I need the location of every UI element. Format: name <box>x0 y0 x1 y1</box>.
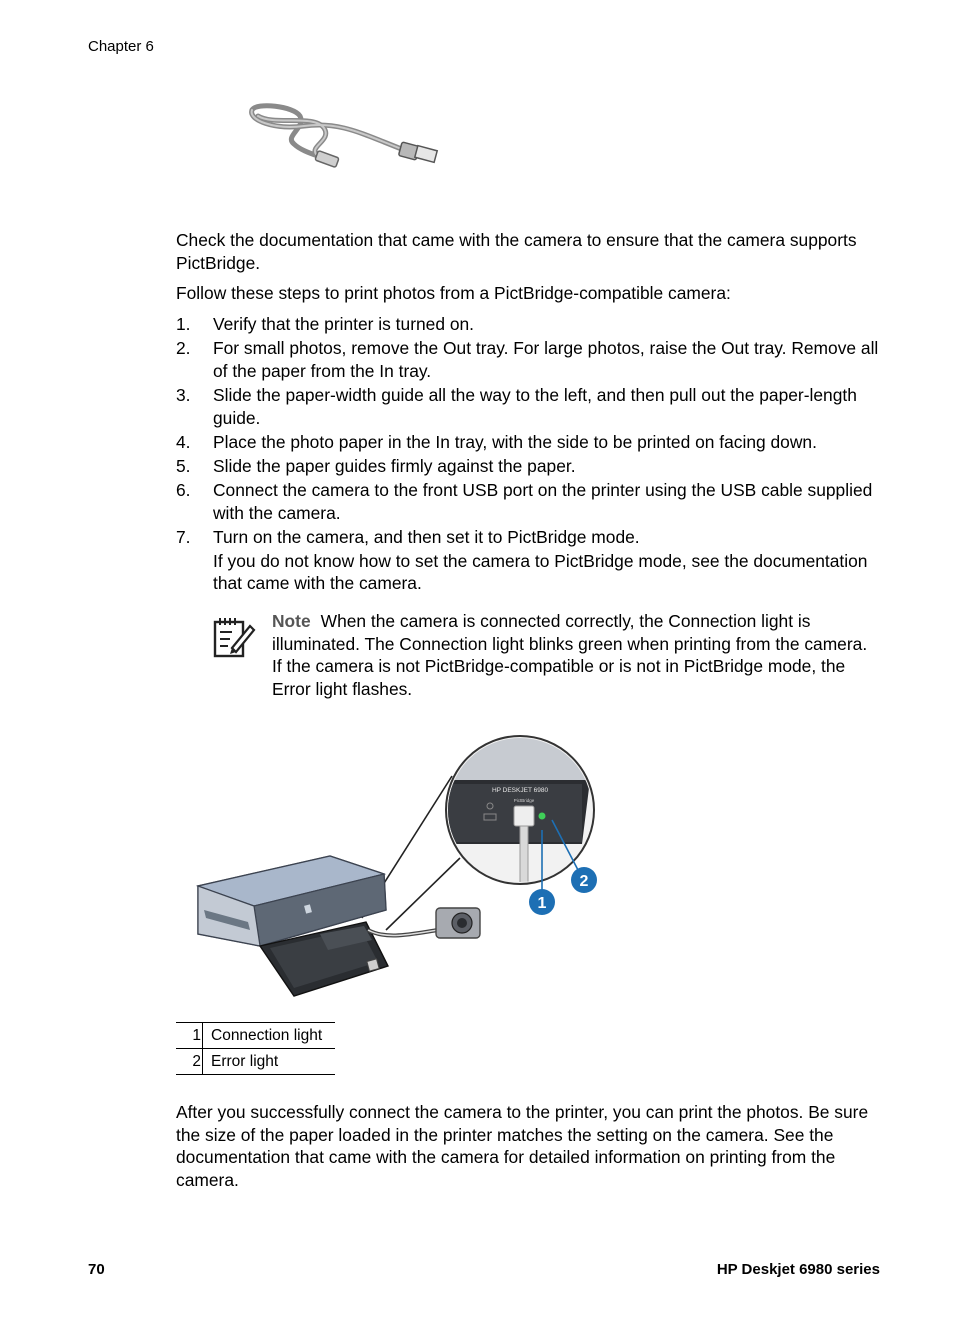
note-label: Note <box>272 611 311 631</box>
legend-number: 1 <box>176 1023 203 1049</box>
step-item <box>176 431 886 454</box>
step-item <box>176 313 886 336</box>
intro-follow-paragraph: Follow these steps to print photos from a PictBridge-compatible camera: <box>176 283 731 303</box>
note-icon <box>212 614 256 658</box>
step-number: 1. <box>176 314 191 334</box>
outro-paragraph: After you successfully connect the camera to the printer, you can print the photos. Be sure the size of the paper loaded in the printer matches the setting on the camera. See the documentation that came with the camera for detailed information on printing from the camera. <box>176 1102 869 1190</box>
step-text: For small photos, remove the Out tray. For large photos, raise the Out tray. Remove all of the paper from the In tray. <box>213 338 879 381</box>
table-row <box>176 1023 335 1049</box>
step-item <box>176 337 886 382</box>
step-text: Connect the camera to the front USB port on the printer using the USB cable supplied with the camera. <box>213 480 873 523</box>
intro-check-paragraph: Check the documentation that came with the camera to ensure that the camera supports PictBridge. <box>176 230 857 273</box>
step-text: Verify that the printer is turned on. <box>213 314 475 334</box>
step-text: Turn on the camera, and then set it to PictBridge mode. <box>213 526 640 547</box>
usb-cable-icon <box>244 100 442 176</box>
step-number: 6. <box>176 480 191 501</box>
callout-legend-table <box>176 1022 335 1075</box>
step-item <box>176 384 886 429</box>
step-item <box>176 455 886 478</box>
chapter-header: Chapter 6 <box>88 38 154 55</box>
product-name: HP Deskjet 6980 series <box>716 1261 880 1278</box>
note-text: When the camera is connected correctly, the Connection light is illuminated. The Connection light blinks green when printing from the camera. If the camera is not PictBridge-compatible or is not in PictBridge mode, the Error light flashes. <box>272 611 868 699</box>
step-text: Place the photo paper in the In tray, with the side to be printed on facing down. <box>213 431 817 452</box>
step-number: 7. <box>176 526 191 547</box>
printer-panel-label: HP DESKJET 6980 <box>491 787 549 794</box>
step-number: 2. <box>176 338 191 359</box>
page-number: 70 <box>88 1261 105 1278</box>
step-item <box>176 479 886 524</box>
step-text: Slide the paper-width guide all the way to the left, and then pull out the paper-length guide. <box>213 384 857 428</box>
step-number: 5. <box>176 455 191 476</box>
printer-camera-illustration <box>190 734 610 1006</box>
step-number: 3. <box>176 384 191 405</box>
step-number: 4. <box>176 431 191 452</box>
step-item <box>176 526 886 595</box>
step-text: Slide the paper guides firmly against the paper. <box>213 455 576 476</box>
step-subtext: If you do not know how to set the camera to PictBridge mode, see the documentation that came with the camera. <box>213 550 868 594</box>
steps-list <box>176 313 886 596</box>
table-row <box>176 1049 335 1075</box>
callout-2-number: 2 <box>579 873 589 890</box>
legend-number: 2 <box>176 1049 203 1075</box>
pictbridge-port-label: PictBridge <box>513 798 535 803</box>
legend-label: Connection light <box>203 1023 336 1049</box>
legend-label: Error light <box>203 1049 336 1075</box>
callout-1-number: 1 <box>537 895 547 912</box>
